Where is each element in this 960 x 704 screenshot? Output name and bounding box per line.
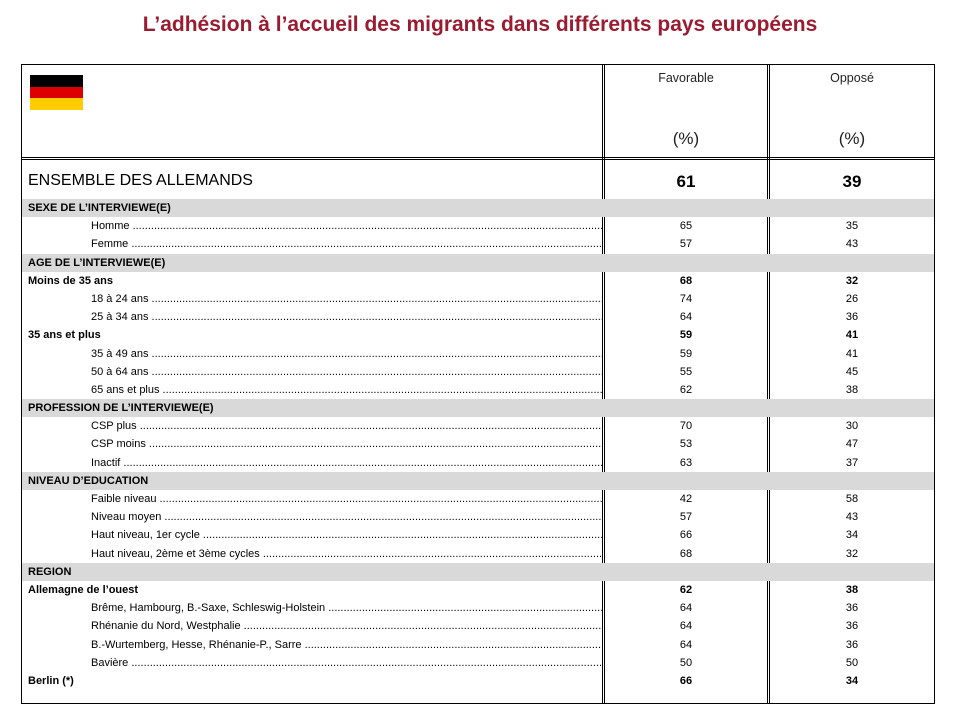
- favorable-value: 57: [679, 238, 693, 251]
- oppose-unit: (%): [838, 129, 866, 148]
- row-label: NIVEAU D’EDUCATION: [28, 474, 149, 487]
- row-label: 25 à 34 ans .....: [91, 308, 603, 326]
- oppose-value: 43: [845, 511, 859, 524]
- favorable-value: 57: [679, 511, 693, 524]
- table-row: [22, 490, 934, 508]
- row-label: SEXE DE L’INTERVIEWE(E): [28, 202, 171, 214]
- section-header-row: [22, 199, 934, 217]
- favorable-value: 64: [679, 638, 693, 651]
- favorable-value: 74: [679, 292, 693, 305]
- germany-flag-icon: [30, 75, 83, 110]
- favorable-value: 68: [679, 547, 693, 560]
- section-header-row: [22, 472, 934, 490]
- header-divider: [22, 157, 934, 160]
- table-row: [22, 217, 934, 235]
- favorable-value: 62: [679, 583, 693, 596]
- oppose-value: 36: [845, 602, 859, 615]
- row-label: Brême, Hambourg, B.-Saxe, Schleswig-Holstein .....: [91, 599, 603, 617]
- table-row: [22, 672, 934, 690]
- table-row: [22, 599, 934, 617]
- row-label: 50 à 64 ans .....: [91, 363, 603, 381]
- page-title: L’adhésion à l’accueil des migrants dans différents pays européens: [142, 13, 818, 36]
- row-label: Faible niveau .....: [91, 490, 603, 508]
- favorable-value: 63: [679, 456, 693, 469]
- total-row: [28, 169, 934, 193]
- oppose-value: 37: [845, 456, 859, 469]
- flag-stripe-red: [30, 87, 83, 99]
- table-row: [22, 381, 934, 399]
- results-table: [21, 64, 935, 704]
- favorable-value: 64: [679, 602, 693, 615]
- favorable-value: 65: [679, 220, 693, 233]
- table-row: [22, 235, 934, 253]
- favorable-header: Favorable: [658, 71, 714, 85]
- table-row: [22, 308, 934, 326]
- oppose-value: 36: [845, 311, 859, 324]
- oppose-value: 41: [845, 347, 859, 360]
- flag-stripe-black: [30, 75, 83, 87]
- row-label: PROFESSION DE L’INTERVIEWE(E): [28, 402, 214, 415]
- table-row: [22, 454, 934, 472]
- row-label: Niveau moyen .....: [91, 508, 603, 526]
- row-label: Haut niveau, 2ème et 3ème cycles .....: [91, 545, 603, 563]
- row-label: B.-Wurtemberg, Hesse, Rhénanie-P., Sarre .....: [91, 636, 603, 654]
- row-label: Homme .....: [91, 217, 603, 235]
- row-label: 18 à 24 ans .....: [91, 290, 603, 308]
- row-label: 35 ans et plus: [28, 329, 101, 342]
- table-row: [22, 581, 934, 599]
- section-header-row: [22, 254, 934, 272]
- section-header-row: [22, 563, 934, 581]
- favorable-value: 64: [679, 311, 693, 324]
- oppose-value: 47: [845, 438, 859, 451]
- row-label: 35 à 49 ans .....: [91, 345, 603, 363]
- total-label: ENSEMBLE DES ALLEMANDS: [28, 172, 253, 189]
- favorable-value: 59: [679, 347, 693, 360]
- favorable-value: 62: [679, 383, 693, 396]
- favorable-value: 50: [679, 656, 693, 669]
- table-row: [22, 617, 934, 635]
- row-label: Moins de 35 ans: [28, 274, 113, 287]
- total-favorable: 61: [676, 172, 696, 191]
- favorable-value: 42: [679, 493, 693, 505]
- favorable-value: 68: [679, 274, 693, 287]
- table-row: [22, 363, 934, 381]
- oppose-value: 50: [845, 656, 859, 669]
- table-row: [22, 526, 934, 544]
- oppose-value: 34: [845, 529, 859, 542]
- row-label: CSP plus .....: [91, 417, 603, 435]
- oppose-value: 30: [845, 420, 859, 433]
- row-label: Rhénanie du Nord, Westphalie .....: [91, 617, 603, 635]
- favorable-value: 66: [679, 529, 693, 542]
- favorable-value: 64: [679, 620, 693, 633]
- favorable-value: 59: [679, 329, 693, 342]
- table-row: [22, 636, 934, 654]
- favorable-unit: (%): [672, 129, 700, 148]
- table-row: [22, 435, 934, 453]
- favorable-value: 53: [679, 438, 693, 451]
- oppose-value: 36: [845, 620, 859, 633]
- oppose-value: 45: [845, 365, 859, 378]
- breakdown-rows: [22, 199, 934, 690]
- table-row: [22, 326, 934, 344]
- oppose-value: 43: [845, 238, 859, 251]
- oppose-value: 38: [845, 383, 859, 396]
- flag-stripe-gold: [30, 98, 83, 110]
- table-row: [22, 417, 934, 435]
- row-label: AGE DE L’INTERVIEWE(E): [28, 256, 166, 269]
- oppose-value: 32: [845, 274, 859, 287]
- table-row: [22, 508, 934, 526]
- row-label: 65 ans et plus .....: [91, 381, 603, 399]
- row-label: Allemagne de l’ouest: [28, 583, 139, 596]
- row-label: Haut niveau, 1er cycle .....: [91, 526, 603, 544]
- row-label: Bavière .....: [91, 654, 603, 672]
- favorable-value: 70: [679, 420, 693, 433]
- favorable-value: 55: [679, 365, 693, 378]
- total-oppose: 39: [842, 172, 862, 191]
- row-label: Inactif .....: [91, 454, 603, 472]
- table-row: [22, 545, 934, 563]
- oppose-value: 32: [845, 547, 859, 560]
- table-row: [22, 654, 934, 672]
- table-row: [22, 272, 934, 290]
- row-label: Berlin (*): [28, 674, 74, 687]
- oppose-value: 58: [845, 493, 859, 505]
- oppose-value: 35: [845, 220, 859, 233]
- oppose-value: 41: [845, 329, 859, 342]
- row-label: CSP moins .....: [91, 435, 603, 453]
- table-row: [22, 290, 934, 308]
- row-label: Femme .....: [91, 235, 603, 253]
- oppose-value: 36: [845, 638, 859, 651]
- table-row: [22, 345, 934, 363]
- section-header-row: [22, 399, 934, 417]
- row-label: REGION: [28, 565, 72, 578]
- oppose-value: 26: [845, 292, 859, 305]
- oppose-value: 38: [845, 583, 859, 596]
- oppose-value: 34: [845, 674, 859, 687]
- favorable-value: 66: [679, 674, 693, 687]
- oppose-header: Opposé: [830, 71, 874, 85]
